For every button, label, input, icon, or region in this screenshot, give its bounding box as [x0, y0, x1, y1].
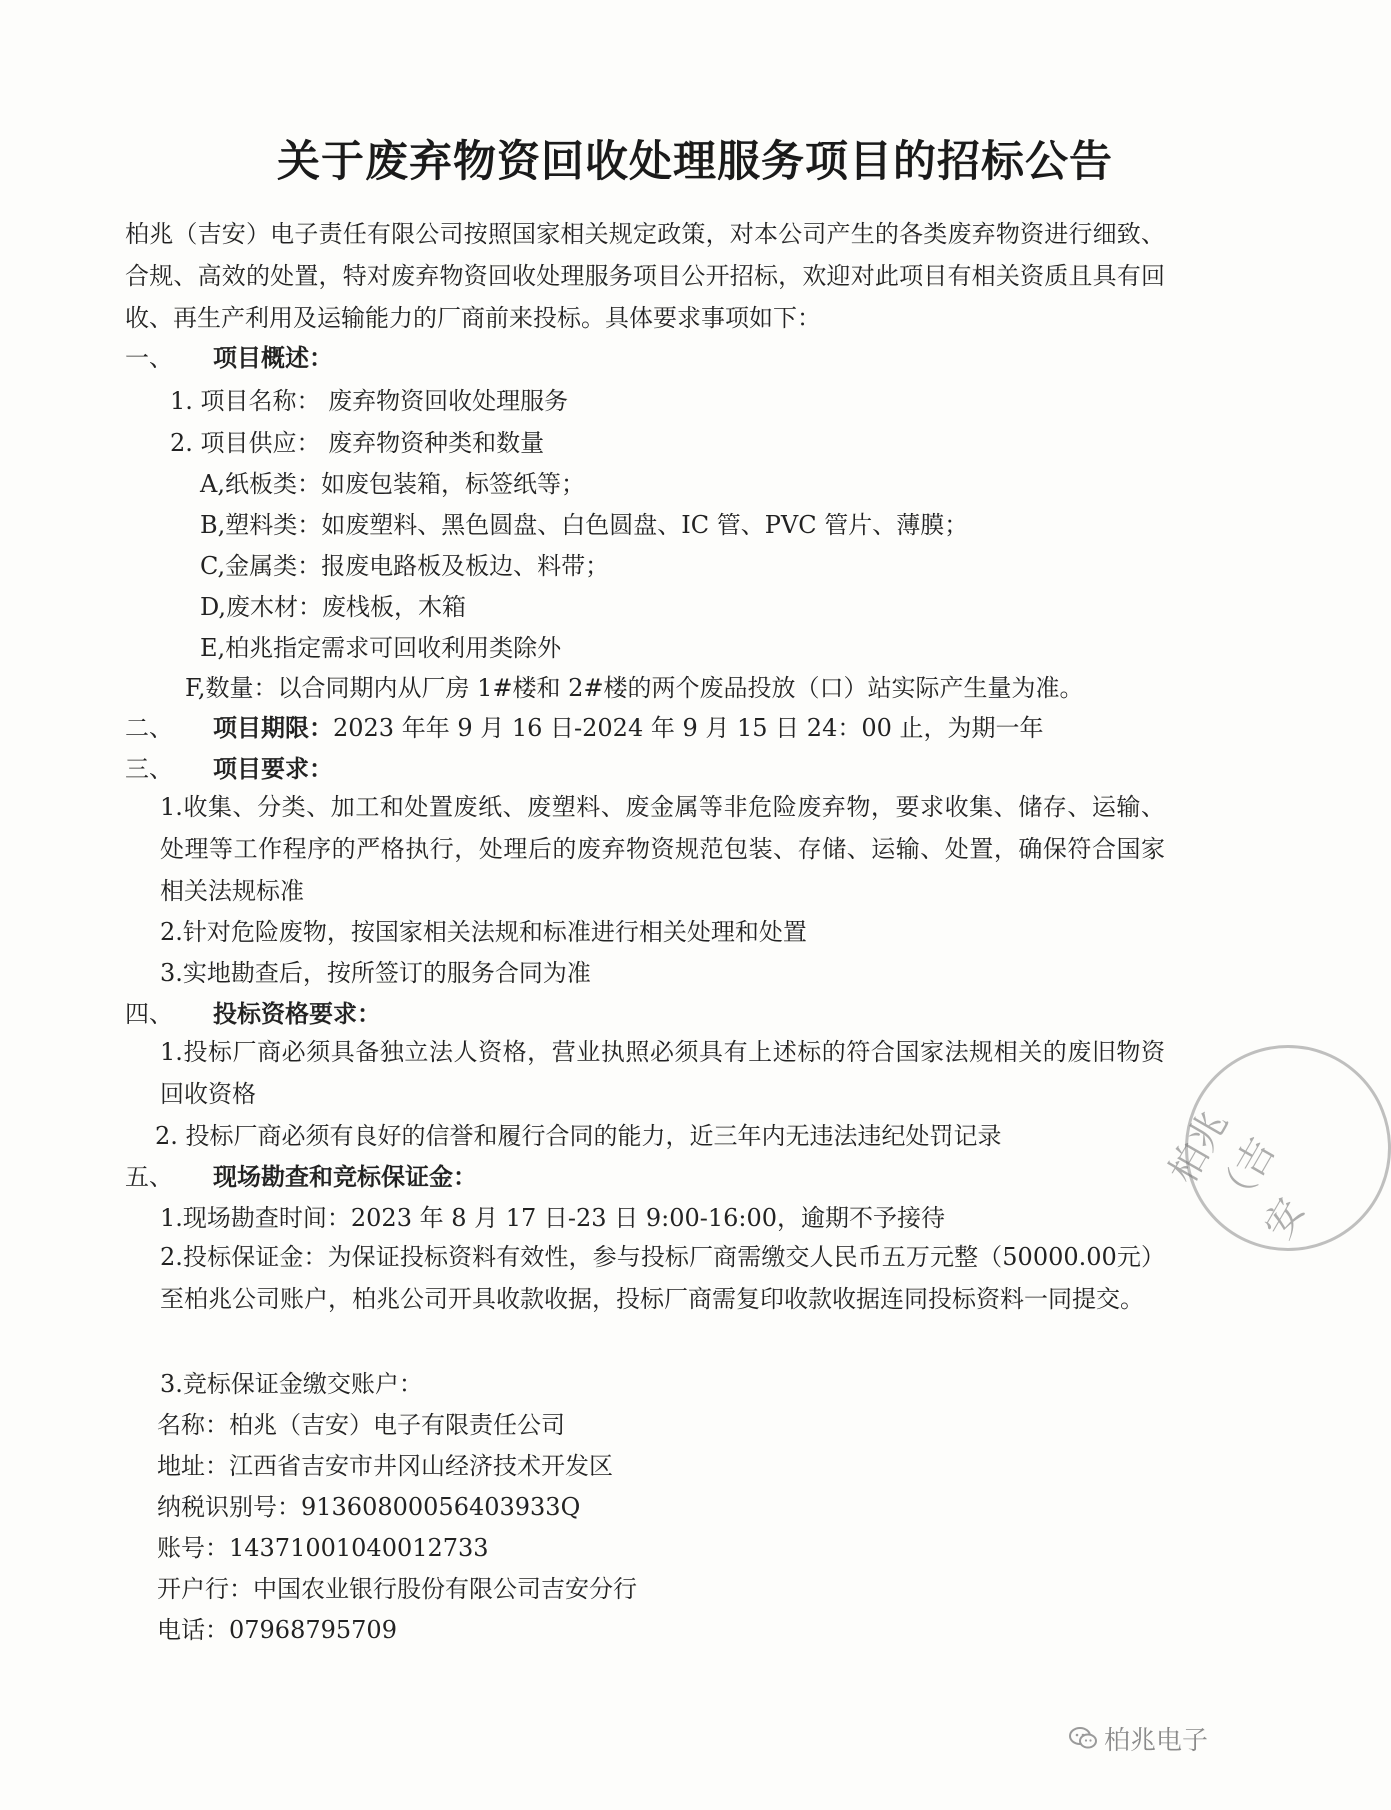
section-4-number: 四、: [125, 1000, 173, 1028]
section-1-heading: [125, 343, 333, 373]
s5-item-2: 2.投标保证金：为保证投标资料有效性，参与投标厂商需缴交人民币五万元整（50000.00元）至柏兆公司账户，柏兆公司开具收款收据，投标厂商需复印收款收据连同投标资料一同提交。: [160, 1243, 1165, 1313]
section-2-number: 二、: [125, 714, 173, 742]
intro-paragraph: 柏兆（吉安）电子责任有限公司按照国家相关规定政策，对本公司产生的各类废弃物资进行细致、合规、高效的处置，特对废弃物资回收处理服务项目公开招标，欢迎对此项目有相关资质且具有回收、再生产利用及运输能力的厂商前来投标。具体要求事项如下：: [125, 220, 1165, 332]
account-bank: 开户行：中国农业银行股份有限公司吉安分行: [157, 1575, 637, 1603]
account-address: 地址：江西省吉安市井冈山经济技术开发区: [157, 1452, 613, 1480]
s3-item-1: 1.收集、分类、加工和处置废纸、废塑料、废金属等非危险废弃物，要求收集、储存、运输、处理等工作程序的严格执行，处理后的废弃物资规范包装、存储、运输、处置，确保符合国家相关法规标准: [160, 793, 1165, 905]
section-3-number: 三、: [125, 755, 173, 783]
section-5-heading: [125, 1162, 477, 1192]
s1-item-1: 1. 项目名称： 废弃物资回收处理服务: [170, 387, 569, 415]
account-number: 账号：14371001040012733: [157, 1534, 489, 1562]
account-name: 名称：柏兆（吉安）电子有限责任公司: [157, 1411, 565, 1439]
s1-subitem-e: E,柏兆指定需求可回收利用类除外: [200, 634, 562, 662]
section-1-label: 项目概述：: [213, 344, 333, 372]
s1-subitem-c: C,金属类：报废电路板及板边、料带；: [200, 552, 610, 580]
s4-item-1: 1.投标厂商必须具备独立法人资格，营业执照必须具有上述标的符合国家法规相关的废旧物资回收资格: [160, 1038, 1165, 1108]
section-4-label: 投标资格要求：: [213, 1000, 381, 1028]
section-2-text: 2023 年年 9 月 16 日-2024 年 9 月 15 日 24：00 止，为期一年: [333, 714, 1044, 742]
s3-item-3: 3.实地勘查后，按所签订的服务合同为准: [160, 959, 591, 987]
section-2-label: 项目期限：: [213, 714, 333, 742]
s3-item-2: 2.针对危险废物，按国家相关法规和标准进行相关处理和处置: [160, 918, 807, 946]
watermark-text: 柏兆电子: [1104, 1726, 1209, 1756]
page-title: 关于废弃物资回收处理服务项目的招标公告: [277, 137, 1113, 187]
s5-item-1: 1.现场勘查时间：2023 年 8 月 17 日-23 日 9:00-16:00，逾期不予接待: [160, 1204, 946, 1232]
section-1-number: 一、: [125, 344, 173, 372]
s4-item-2: 2. 投标厂商必须有良好的信誉和履行合同的能力，近三年内无违法违纪处罚记录: [155, 1122, 1002, 1150]
section-3-heading: [125, 754, 333, 784]
account-tax-id: 纳税识别号：91360800056403933Q: [157, 1493, 581, 1521]
section-5-number: 五、: [125, 1163, 173, 1191]
seal-text: 柏兆（吉安: [1160, 1102, 1313, 1246]
section-4-heading: [125, 999, 381, 1029]
section-5-label: 现场勘查和竞标保证金：: [213, 1163, 477, 1191]
section-2-heading: [125, 713, 1044, 743]
wechat-icon: [1068, 1725, 1098, 1758]
s1-item-2: 2. 项目供应： 废弃物资种类和数量: [170, 429, 545, 457]
s5-item-3: 3.竞标保证金缴交账户：: [160, 1370, 423, 1398]
wechat-watermark: [1068, 1720, 1268, 1760]
s1-subitem-d: D,废木材：废栈板，木箱: [200, 593, 467, 621]
s1-subitem-f: F,数量：以合同期内从厂房 1#楼和 2#楼的两个废品投放（口）站实际产生量为准。: [185, 674, 1084, 702]
s1-subitem-b: B,塑料类：如废塑料、黑色圆盘、白色圆盘、IC 管、PVC 管片、薄膜；: [200, 511, 969, 539]
section-3-label: 项目要求：: [213, 755, 333, 783]
s1-subitem-a: A,纸板类：如废包装箱，标签纸等；: [200, 470, 585, 498]
account-phone: 电话：07968795709: [157, 1616, 397, 1644]
